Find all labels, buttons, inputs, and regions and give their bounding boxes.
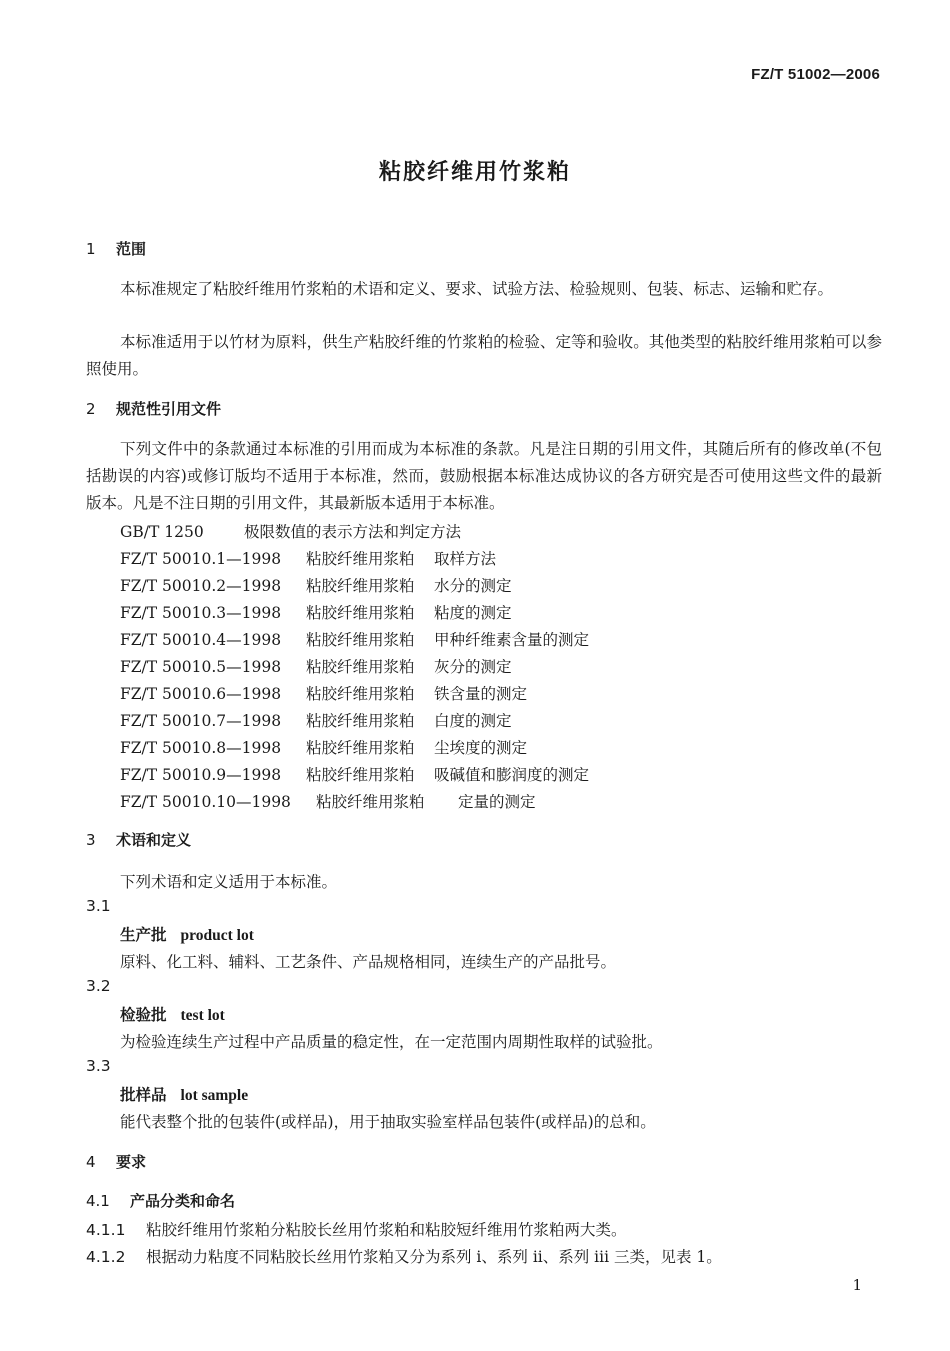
term-zh: 生产批 xyxy=(120,925,167,944)
reference-topic: 尘埃度的测定 xyxy=(434,739,528,757)
reference-name: 粘胶纤维用浆粕 xyxy=(306,577,415,595)
reference-item xyxy=(120,682,527,704)
reference-name: 粘胶纤维用浆粕 xyxy=(316,793,425,811)
section-1-paragraph-1: 本标准规定了粘胶纤维用竹浆粕的术语和定义、要求、试验方法、检验规则、包装、标志、运输和贮存。 xyxy=(120,280,834,298)
reference-item xyxy=(120,790,536,812)
standard-code: FZ/T 51002—2006 xyxy=(751,66,880,83)
reference-item xyxy=(120,520,461,542)
reference-name: 粘胶纤维用浆粕 xyxy=(306,550,415,568)
reference-code: FZ/T 50010.8—1998 xyxy=(120,739,282,757)
reference-name: 粘胶纤维用浆粕 xyxy=(306,712,415,730)
reference-name: 粘胶纤维用浆粕 xyxy=(306,766,415,784)
section-number: 4 xyxy=(86,1153,96,1171)
section-number: 1 xyxy=(86,240,96,258)
reference-topic: 粘度的测定 xyxy=(434,604,512,622)
reference-code: GB/T 1250 xyxy=(120,523,204,541)
reference-topic: 铁含量的测定 xyxy=(434,685,528,703)
term-number: 3.3 xyxy=(86,1057,111,1075)
reference-item xyxy=(120,736,527,758)
reference-name: 粘胶纤维用浆粕 xyxy=(306,604,415,622)
clause-number: 4.1.1 xyxy=(86,1221,126,1239)
section-title: 术语和定义 xyxy=(116,831,192,849)
reference-item xyxy=(120,601,512,623)
reference-topic: 灰分的测定 xyxy=(434,658,512,676)
section-2-intro: 下列文件中的条款通过本标准的引用而成为本标准的条款。凡是注日期的引用文件，其随后所有的修改单(不包括勘误的内容)或修订版均不适用于本标准，然而，鼓励根据本标准达成协议的各方研究是否可使用这些文件的最新版本。凡是不注日期的引用文件，其最新版本适用于本标准。 xyxy=(86,440,882,512)
reference-item xyxy=(120,763,589,785)
reference-code: FZ/T 50010.9—1998 xyxy=(120,766,282,784)
term-number: 3.1 xyxy=(86,897,111,915)
reference-topic: 吸碱值和膨润度的测定 xyxy=(434,766,590,784)
reference-code: FZ/T 50010.1—1998 xyxy=(120,550,282,568)
section-1-heading xyxy=(86,238,146,259)
reference-code: FZ/T 50010.5—1998 xyxy=(120,658,282,676)
reference-name: 粘胶纤维用浆粕 xyxy=(306,685,415,703)
reference-topic: 白度的测定 xyxy=(434,712,512,730)
term-title xyxy=(120,923,254,945)
reference-name: 极限数值的表示方法和判定方法 xyxy=(244,523,462,541)
section-number: 3 xyxy=(86,831,96,849)
section-3-heading xyxy=(86,829,191,850)
subsection-4-1 xyxy=(86,1190,235,1211)
term-en: test lot xyxy=(180,1007,225,1024)
clause-4-1-1 xyxy=(86,1218,627,1240)
term-zh: 检验批 xyxy=(120,1005,167,1024)
reference-code: FZ/T 50010.4—1998 xyxy=(120,631,282,649)
reference-item xyxy=(120,628,589,650)
section-title: 要求 xyxy=(116,1153,147,1171)
subsection-title: 产品分类和命名 xyxy=(130,1192,236,1210)
term-number: 3.2 xyxy=(86,977,111,995)
clause-number: 4.1.2 xyxy=(86,1248,126,1266)
clause-text: 粘胶纤维用竹浆粕分粘胶长丝用竹浆粕和粘胶短纤维用竹浆粕两大类。 xyxy=(146,1221,627,1239)
term-title xyxy=(120,1083,248,1105)
reference-topic: 定量的测定 xyxy=(458,793,536,811)
reference-name: 粘胶纤维用浆粕 xyxy=(306,739,415,757)
clause-text: 根据动力粘度不同粘胶长丝用竹浆粕又分为系列 i、系列 ii、系列 iii 三类，见表 1。 xyxy=(146,1248,722,1266)
reference-code: FZ/T 50010.3—1998 xyxy=(120,604,282,622)
term-zh: 批样品 xyxy=(120,1085,167,1104)
reference-topic: 水分的测定 xyxy=(434,577,512,595)
reference-item xyxy=(120,547,496,569)
term-definition: 为检验连续生产过程中产品质量的稳定性，在一定范围内周期性取样的试验批。 xyxy=(120,1033,663,1051)
reference-topic: 甲种纤维素含量的测定 xyxy=(434,631,590,649)
term-definition: 原料、化工料、辅料、工艺条件、产品规格相同，连续生产的产品批号。 xyxy=(120,953,617,971)
reference-code: FZ/T 50010.2—1998 xyxy=(120,577,282,595)
reference-name: 粘胶纤维用浆粕 xyxy=(306,658,415,676)
reference-code: FZ/T 50010.10—1998 xyxy=(120,793,291,811)
reference-code: FZ/T 50010.6—1998 xyxy=(120,685,282,703)
reference-item xyxy=(120,709,512,731)
section-title: 规范性引用文件 xyxy=(116,400,222,418)
reference-item xyxy=(120,655,512,677)
term-en: lot sample xyxy=(180,1087,249,1104)
reference-code: FZ/T 50010.7—1998 xyxy=(120,712,282,730)
reference-item xyxy=(120,574,512,596)
section-1-paragraph-2: 本标准适用于以竹材为原料，供生产粘胶纤维的竹浆粕的检验、定等和验收。其他类型的粘胶纤维用浆粕可以参照使用。 xyxy=(86,333,882,378)
section-2-heading xyxy=(86,398,221,419)
subsection-number: 4.1 xyxy=(86,1192,110,1210)
page-number: 1 xyxy=(852,1276,862,1294)
section-4-heading xyxy=(86,1151,146,1172)
section-3-intro: 下列术语和定义适用于本标准。 xyxy=(120,873,338,891)
reference-name: 粘胶纤维用浆粕 xyxy=(306,631,415,649)
reference-topic: 取样方法 xyxy=(434,550,497,568)
term-definition: 能代表整个批的包装件(或样品)，用于抽取实验室样品包装件(或样品)的总和。 xyxy=(120,1113,656,1131)
term-en: product lot xyxy=(180,927,254,944)
section-title: 范围 xyxy=(116,240,147,258)
term-title xyxy=(120,1003,225,1025)
clause-4-1-2 xyxy=(86,1245,722,1267)
section-number: 2 xyxy=(86,400,96,418)
document-title: 粘胶纤维用竹浆粕 xyxy=(378,160,571,185)
